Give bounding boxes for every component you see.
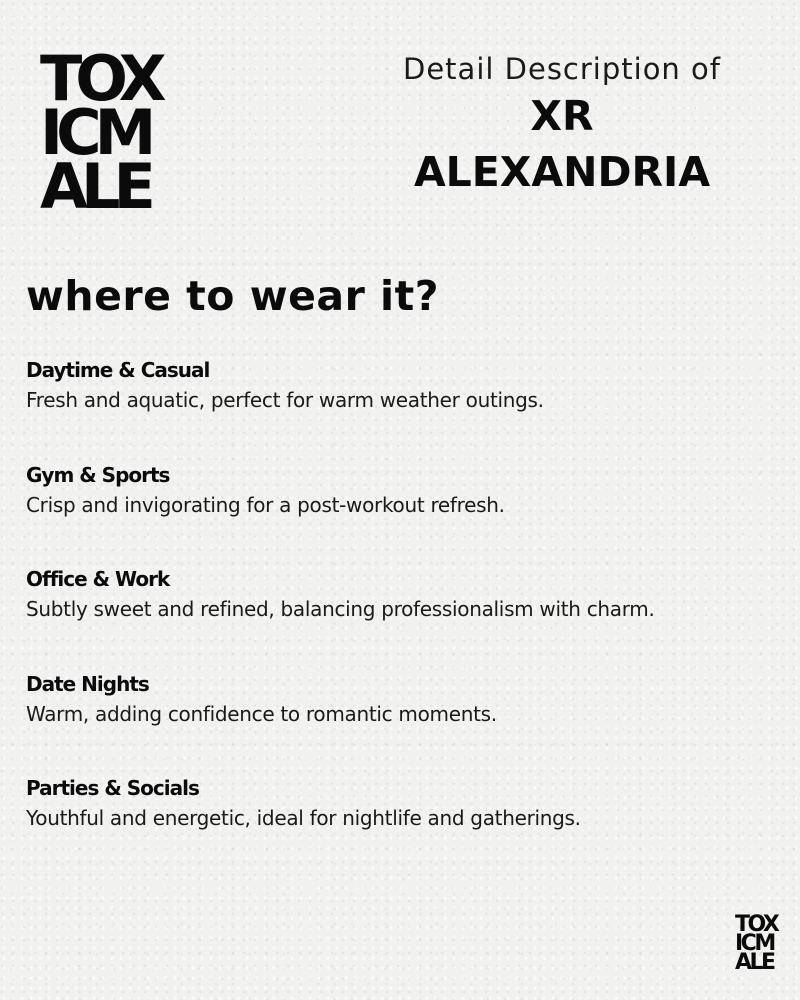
occasion-title: Date Nights xyxy=(26,671,149,696)
occasion-description: Subtly sweet and refined, balancing professionalism with charm. xyxy=(26,597,655,621)
product-name-line: XR xyxy=(530,92,594,140)
logo-line: ICM xyxy=(40,96,150,169)
header xyxy=(372,50,752,200)
occasion-description: Crisp and invigorating for a post-workout refresh. xyxy=(26,492,505,517)
occasion-list xyxy=(26,356,766,879)
logo-line: ALE xyxy=(40,150,149,223)
logo-line: ALE xyxy=(735,950,774,975)
occasion-title: Daytime & Casual xyxy=(26,358,210,382)
occasion-description: Youthful and energetic, ideal for nightlife and gatherings. xyxy=(26,806,581,830)
logo-line: ICM xyxy=(735,931,774,956)
occasion-item xyxy=(26,461,766,566)
occasion-title: Gym & Sports xyxy=(26,462,170,487)
brand-logo xyxy=(40,42,160,223)
occasion-item xyxy=(26,356,766,461)
product-name-line: ALEXANDRIA xyxy=(413,148,711,196)
section-title: where to wear it? xyxy=(26,272,439,320)
occasion-title: Parties & Socials xyxy=(26,776,199,800)
occasion-item xyxy=(26,670,766,775)
occasion-item xyxy=(26,565,766,670)
occasion-item xyxy=(26,774,766,879)
occasion-title: Office & Work xyxy=(26,567,170,591)
brand-logo-small xyxy=(735,912,778,975)
occasion-description: Warm, adding confidence to romantic moments. xyxy=(26,701,497,726)
logo-line: TOX xyxy=(735,912,778,937)
occasion-description: Fresh and aquatic, perfect for warm weather outings. xyxy=(26,388,544,412)
logo-line: TOX xyxy=(40,42,160,115)
header-subtitle: Detail Description of xyxy=(403,52,721,86)
